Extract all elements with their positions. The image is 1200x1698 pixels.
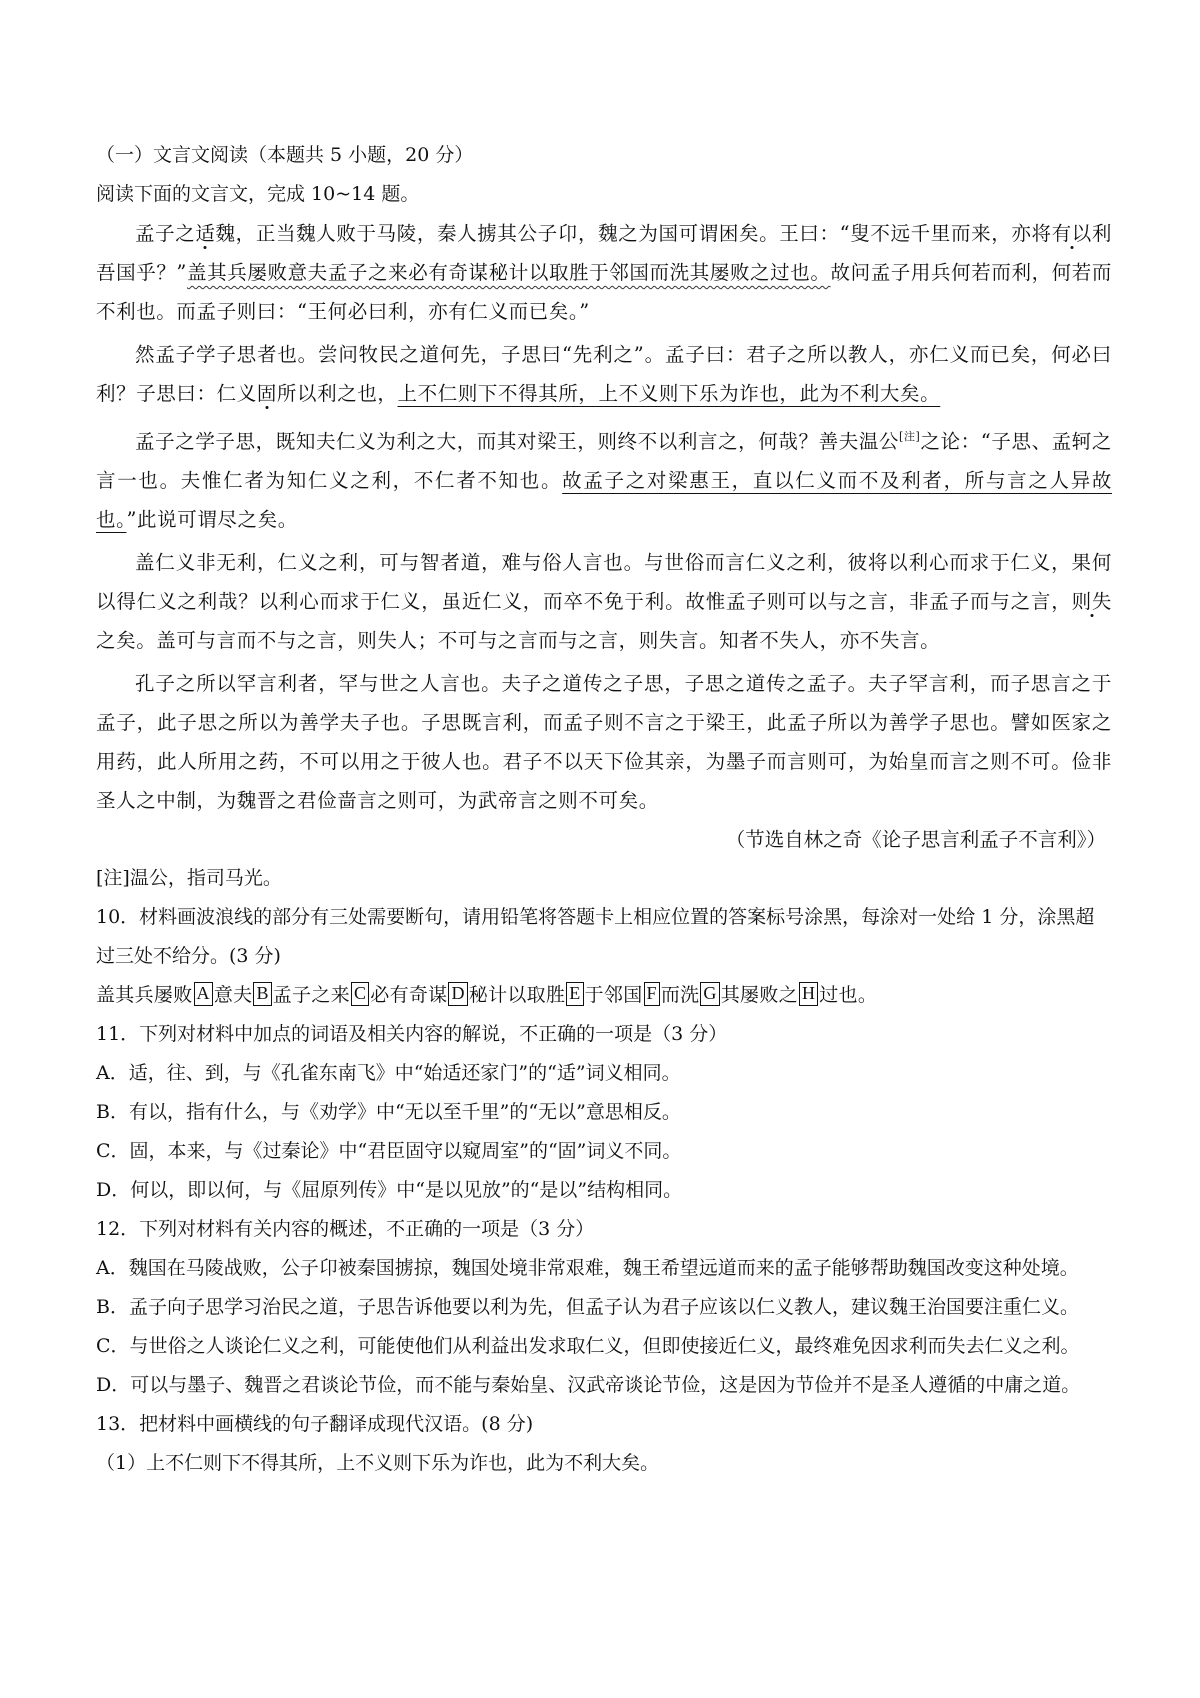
text-run: 盖仁义非无利，仁义之利，可与智者道，难与俗人言也。与世俗而言仁义之利，彼将以利心而求于仁义，果 [135,551,1092,574]
passage-paragraph-3 [96,417,1112,539]
break-option-a[interactable]: A [194,982,213,1006]
text-run: 孟子之 [135,222,196,245]
question-12 [96,1210,1112,1405]
note-marker: [注] [899,430,921,443]
segment: 其屡败之 [720,984,798,1006]
question-12-option-b[interactable]: B．孟子向子思学习治民之道，子思告诉他要以利为先，但孟子认为君子应该以仁义教人，建议魏王治国要注重仁义。 [96,1296,1079,1318]
question-11-option-d[interactable]: D．何以，即以何，与《屈原列传》中“是以见放”的“是以”结构相同。 [96,1179,683,1201]
text-run: 得仁义之利哉？以利心而求于仁义，虽近仁义，而卒不免于利。故惟孟子则可以与之言，非孟子而与之言，则失之矣。盖可与言而不与之言，则失人；不可与之言而与之言，则失言。知者不失人，亦不失言。 [96,590,1112,652]
question-13-stem: 13．把材料中画横线的句子翻译成现代汉语。(8 分) [96,1413,534,1435]
question-11-option-b[interactable]: B．有以，指有什么，与《劝学》中“无以至千里”的“无以”意思相反。 [96,1101,681,1123]
question-10 [96,898,1112,1015]
question-12-option-a[interactable]: A．魏国在马陵战败，公子卬被秦国掳掠，魏国处境非常艰难，魏王希望远道而来的孟子能够帮助魏国改变这种处境。 [96,1257,1079,1279]
exam-page [96,136,1112,1483]
dotted-word-youyi [1052,222,1092,245]
question-11-stem: 11．下列对材料中加点的词语及相关内容的解说，不正确的一项是（3 分） [96,1023,728,1045]
passage-paragraph-1 [96,214,1112,331]
question-12-option-d[interactable]: D．可以与墨子、魏晋之君谈论节俭，而不能与秦始皇、汉武帝谈论节俭，这是因为节俭并不是圣人遵循的中庸之道。 [96,1374,1081,1396]
dotted-chars: 有以 [1051,222,1092,245]
passage-paragraph-4 [96,543,1112,660]
segment: 意夫 [213,984,253,1006]
passage-paragraph-5: 孔子之所以罕言利者，罕与世之人言也。夫子之道传之子思，子思之道传之孟子。夫子罕言利，而子思言之于孟子，此子思之所以为善学夫子也。子思既言利，而孟子则不言之于梁王，此孟子所以为善学子思也。譬如医家之用药，此人所用之药，不可以用之于彼人也。君子不以天下俭其亲，为墨子而言则可，为始皇而言之则不可。俭非圣人之中制，为魏晋之君俭啬言之则可，为武帝言之则不可矣。 [96,672,1112,812]
dotted-chars: 何以 [96,551,1112,613]
passage-source: （节选自林之奇《论子思言利孟子不言利》） [725,828,1106,851]
break-option-h[interactable]: H [799,982,818,1006]
question-11 [96,1015,1112,1210]
underlined-sentence-1: 上不仁则下不得其所，上不义则下乐为诈也，此为不利大矣。 [397,382,941,405]
text-run: 魏，正当魏人败于马陵，秦人掳其公子卬，魏之为国可谓困矣。王曰：“叟不远千里而来，亦将 [215,222,1052,245]
underlined-sentence-2: 故孟子之对梁惠王，直以仁义而不及利者，所与言之人异故也。 [96,469,1112,531]
question-12-option-c[interactable]: C．与世俗之人谈论仁义之利，可能使他们从利益出发求取仁义，但即使接近仁义，最终难免因求利而失去仁义之利。 [96,1335,1080,1357]
break-option-b[interactable]: B [253,982,271,1006]
text-run: 故问孟子用兵何若而利，何若而不利也。而孟子则曰：“王何必曰利，亦有仁义而已矣。” [96,261,1112,323]
section-title: （一）文言文阅读（本题共 5 小题，20 分） [96,144,474,166]
segment: 秘计以取胜 [468,984,566,1006]
text-run: 然孟子学子思者也。尝问牧民之道何先，子思曰“先利之”。孟子曰：君子之所以教人，亦仁义而已矣，何必曰利？子思曰：仁义 [96,343,1112,405]
question-11-option-c[interactable]: C．固，本来，与《过秦论》中“君臣固守以窥周室”的“固”词义不同。 [96,1140,682,1162]
classical-passage [96,214,1112,859]
footnote: [注]温公，指司马光。 [96,867,282,889]
break-option-e[interactable]: E [566,982,583,1006]
question-10-stem: 10．材料画波浪线的部分有三处需要断句，请用铅笔将答题卡上相应位置的答案标号涂黑，每涂对一处给 1 分，涂黑超过三处不给分。(3 分) [96,906,1095,967]
segment: 必有奇谋 [370,984,448,1006]
dotted-word-shi: 适 [195,222,216,245]
wavy-underlined-sentence: 盖其兵屡败意夫孟子之来必有奇谋秘计以取胜于邻国而洗其屡败之过也。 [187,261,831,284]
question-11-option-a[interactable]: A．适，往、到，与《孔雀东南飞》中“始适还家门”的“适”词义相同。 [96,1062,681,1084]
text-run: ”此说可谓尽之矣。 [126,508,298,531]
break-option-f[interactable]: F [644,982,660,1006]
question-12-stem: 12．下列对材料有关内容的概述，不正确的一项是（3 分） [96,1218,595,1240]
text-run: 孟子之学子思，既知夫仁义为利之大，而其对梁王，则终不以利言之，何哉？善夫温公 [135,430,900,453]
passage-paragraph-2 [96,335,1112,413]
segment: 孟子之来 [272,984,350,1006]
question-13 [96,1405,1112,1483]
segment: 盖其兵屡败 [96,984,193,1006]
text-run: 所以利之也， [276,382,398,405]
break-option-d[interactable]: D [448,982,467,1006]
segment: 于邻国 [584,984,643,1006]
text-run: 之论：“子思、孟轲之言一也。夫惟仁者为知仁义之利，不仁者不知也。 [96,430,1112,492]
instruction: 阅读下面的文言文，完成 10~14 题。 [96,183,420,205]
segment: 过也。 [819,984,878,1006]
segment: 而洗 [660,984,700,1006]
text-run: 利吾国乎？” [96,222,1113,284]
sentence-break-row [96,976,1112,1015]
break-option-c[interactable]: C [351,982,369,1006]
question-13-sub-1: （1）上不仁则下不得其所，上不义则下乐为诈也，此为不利大矣。 [96,1452,660,1474]
dotted-word-gu: 固 [256,382,277,405]
break-option-g[interactable]: G [700,982,719,1006]
